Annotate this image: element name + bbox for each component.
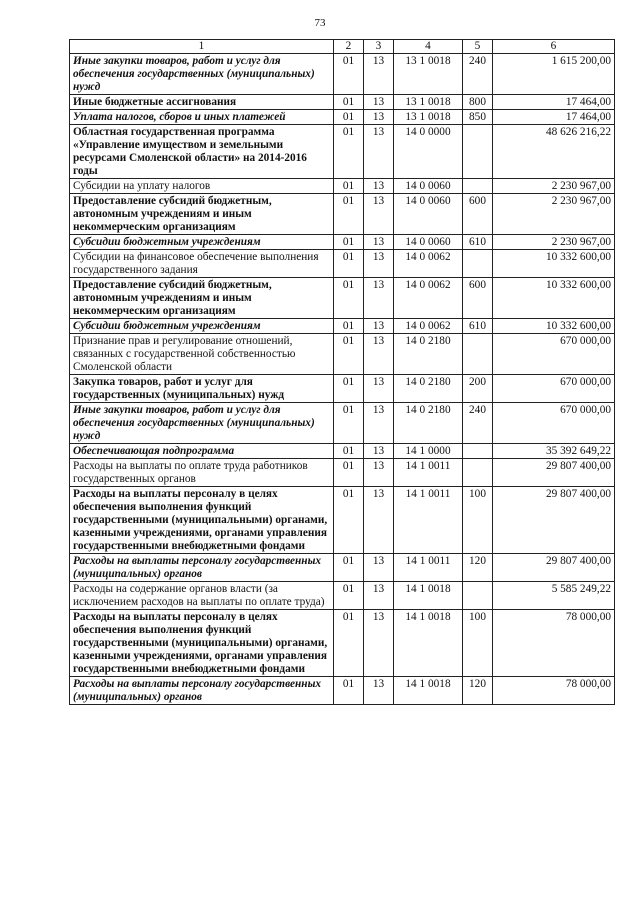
- subsection-code-cell: 13: [364, 110, 394, 125]
- table-row: [70, 235, 615, 250]
- subsection-code-cell: 13: [364, 375, 394, 403]
- expense-type-cell: [463, 444, 493, 459]
- item-name-cell: Предоставление субсидий бюджетным, автономным учреждениям и иным некоммерческим организациям: [70, 194, 334, 235]
- column-header-5: 5: [463, 40, 493, 54]
- amount-cell: 78 000,00: [493, 610, 615, 677]
- expense-type-cell: 800: [463, 95, 493, 110]
- target-article-cell: 14 1 0018: [394, 582, 463, 610]
- page-number: 73: [314, 17, 326, 29]
- target-article-cell: 14 1 0018: [394, 677, 463, 705]
- target-article-cell: 14 0 0060: [394, 179, 463, 194]
- expense-type-cell: [463, 582, 493, 610]
- item-name-cell: Субсидии бюджетным учреждениям: [70, 235, 334, 250]
- item-name-cell: Областная государственная программа «Управление имуществом и земельными ресурсами Смоленской области» на 2014-2016 годы: [70, 125, 334, 179]
- subsection-code-cell: 13: [364, 403, 394, 444]
- subsection-code-cell: 13: [364, 194, 394, 235]
- subsection-code-cell: 13: [364, 334, 394, 375]
- subsection-code-cell: 13: [364, 95, 394, 110]
- table-row: [70, 278, 615, 319]
- expense-type-cell: 610: [463, 319, 493, 334]
- expense-type-cell: [463, 125, 493, 179]
- expense-type-cell: 240: [463, 54, 493, 95]
- amount-cell: 48 626 216,22: [493, 125, 615, 179]
- subsection-code-cell: 13: [364, 677, 394, 705]
- item-name-cell: Расходы на выплаты персоналу государственных (муниципальных) органов: [70, 677, 334, 705]
- amount-cell: 10 332 600,00: [493, 278, 615, 319]
- item-name-cell: Расходы на выплаты персоналу в целях обеспечения выполнения функций государственными (муниципальными) органами, казенными учреждениями, органами управления государственными внебюджетными фондами: [70, 487, 334, 554]
- amount-cell: 1 615 200,00: [493, 54, 615, 95]
- amount-cell: 5 585 249,22: [493, 582, 615, 610]
- section-code-cell: 01: [334, 610, 364, 677]
- section-code-cell: 01: [334, 403, 364, 444]
- target-article-cell: 13 1 0018: [394, 110, 463, 125]
- table-row: [70, 179, 615, 194]
- item-name-cell: Расходы на выплаты персоналу в целях обеспечения выполнения функций государственными (муниципальными) органами, казенными учреждениями, органами управления государственными внебюджетными фондами: [70, 610, 334, 677]
- table-row: [70, 677, 615, 705]
- section-code-cell: 01: [334, 677, 364, 705]
- target-article-cell: 14 1 0011: [394, 554, 463, 582]
- target-article-cell: 13 1 0018: [394, 54, 463, 95]
- expense-type-cell: 120: [463, 677, 493, 705]
- amount-cell: 29 807 400,00: [493, 459, 615, 487]
- item-name-cell: Субсидии бюджетным учреждениям: [70, 319, 334, 334]
- target-article-cell: 14 0 0062: [394, 319, 463, 334]
- subsection-code-cell: 13: [364, 610, 394, 677]
- target-article-cell: 14 0 0062: [394, 278, 463, 319]
- subsection-code-cell: 13: [364, 179, 394, 194]
- amount-cell: 29 807 400,00: [493, 487, 615, 554]
- section-code-cell: 01: [334, 194, 364, 235]
- table-row: [70, 54, 615, 95]
- amount-cell: 2 230 967,00: [493, 179, 615, 194]
- expense-type-cell: 600: [463, 194, 493, 235]
- subsection-code-cell: 13: [364, 278, 394, 319]
- target-article-cell: 14 0 0060: [394, 235, 463, 250]
- subsection-code-cell: 13: [364, 582, 394, 610]
- expense-type-cell: 100: [463, 487, 493, 554]
- item-name-cell: Иные закупки товаров, работ и услуг для обеспечения государственных (муниципальных) нужд: [70, 403, 334, 444]
- table-row: [70, 250, 615, 278]
- table-row: [70, 554, 615, 582]
- expense-type-cell: 120: [463, 554, 493, 582]
- section-code-cell: 01: [334, 278, 364, 319]
- subsection-code-cell: 13: [364, 487, 394, 554]
- amount-cell: 2 230 967,00: [493, 194, 615, 235]
- table-row: [70, 125, 615, 179]
- amount-cell: 670 000,00: [493, 375, 615, 403]
- target-article-cell: 14 0 2180: [394, 403, 463, 444]
- amount-cell: 17 464,00: [493, 95, 615, 110]
- column-header-1: 1: [70, 40, 334, 54]
- amount-cell: 670 000,00: [493, 334, 615, 375]
- target-article-cell: 14 1 0011: [394, 487, 463, 554]
- budget-table: [69, 39, 615, 705]
- item-name-cell: Предоставление субсидий бюджетным, автономным учреждениям и иным некоммерческим организациям: [70, 278, 334, 319]
- section-code-cell: 01: [334, 375, 364, 403]
- column-header-6: 6: [493, 40, 615, 54]
- subsection-code-cell: 13: [364, 459, 394, 487]
- section-code-cell: 01: [334, 179, 364, 194]
- column-header-2: 2: [334, 40, 364, 54]
- table-row: [70, 375, 615, 403]
- item-name-cell: Субсидии на уплату налогов: [70, 179, 334, 194]
- item-name-cell: Расходы на выплаты по оплате труда работников государственных органов: [70, 459, 334, 487]
- expense-type-cell: [463, 459, 493, 487]
- item-name-cell: Признание прав и регулирование отношений, связанных с государственной собственностью Смоленской области: [70, 334, 334, 375]
- table-row: [70, 95, 615, 110]
- subsection-code-cell: 13: [364, 444, 394, 459]
- section-code-cell: 01: [334, 459, 364, 487]
- table-row: [70, 444, 615, 459]
- subsection-code-cell: 13: [364, 54, 394, 95]
- item-name-cell: Иные закупки товаров, работ и услуг для обеспечения государственных (муниципальных) нужд: [70, 54, 334, 95]
- table-header-row: [70, 40, 615, 54]
- section-code-cell: 01: [334, 554, 364, 582]
- expense-type-cell: 100: [463, 610, 493, 677]
- item-name-cell: Обеспечивающая подпрограмма: [70, 444, 334, 459]
- subsection-code-cell: 13: [364, 250, 394, 278]
- amount-cell: 10 332 600,00: [493, 250, 615, 278]
- table-row: [70, 319, 615, 334]
- subsection-code-cell: 13: [364, 319, 394, 334]
- table-row: [70, 459, 615, 487]
- expense-type-cell: 610: [463, 235, 493, 250]
- table-row: [70, 582, 615, 610]
- section-code-cell: 01: [334, 487, 364, 554]
- section-code-cell: 01: [334, 334, 364, 375]
- section-code-cell: 01: [334, 110, 364, 125]
- section-code-cell: 01: [334, 125, 364, 179]
- item-name-cell: Расходы на выплаты персоналу государственных (муниципальных) органов: [70, 554, 334, 582]
- target-article-cell: 14 0 2180: [394, 375, 463, 403]
- section-code-cell: 01: [334, 582, 364, 610]
- expense-type-cell: [463, 179, 493, 194]
- target-article-cell: 13 1 0018: [394, 95, 463, 110]
- amount-cell: 670 000,00: [493, 403, 615, 444]
- expense-type-cell: 200: [463, 375, 493, 403]
- item-name-cell: Закупка товаров, работ и услуг для государственных (муниципальных) нужд: [70, 375, 334, 403]
- item-name-cell: Расходы на содержание органов власти (за исключением расходов на выплаты по оплате труда): [70, 582, 334, 610]
- table-row: [70, 194, 615, 235]
- section-code-cell: 01: [334, 95, 364, 110]
- table-row: [70, 487, 615, 554]
- section-code-cell: 01: [334, 319, 364, 334]
- table-row: [70, 110, 615, 125]
- target-article-cell: 14 0 0000: [394, 125, 463, 179]
- section-code-cell: 01: [334, 235, 364, 250]
- target-article-cell: 14 1 0018: [394, 610, 463, 677]
- target-article-cell: 14 1 0011: [394, 459, 463, 487]
- table-row: [70, 610, 615, 677]
- target-article-cell: 14 0 0060: [394, 194, 463, 235]
- column-header-4: 4: [394, 40, 463, 54]
- amount-cell: 10 332 600,00: [493, 319, 615, 334]
- expense-type-cell: 600: [463, 278, 493, 319]
- subsection-code-cell: 13: [364, 235, 394, 250]
- amount-cell: 35 392 649,22: [493, 444, 615, 459]
- target-article-cell: 14 0 0062: [394, 250, 463, 278]
- column-header-3: 3: [364, 40, 394, 54]
- expense-type-cell: 240: [463, 403, 493, 444]
- section-code-cell: 01: [334, 444, 364, 459]
- amount-cell: 78 000,00: [493, 677, 615, 705]
- item-name-cell: Субсидии на финансовое обеспечение выполнения государственного задания: [70, 250, 334, 278]
- target-article-cell: 14 0 2180: [394, 334, 463, 375]
- expense-type-cell: [463, 334, 493, 375]
- amount-cell: 17 464,00: [493, 110, 615, 125]
- section-code-cell: 01: [334, 54, 364, 95]
- expense-type-cell: [463, 250, 493, 278]
- table-row: [70, 334, 615, 375]
- table-row: [70, 403, 615, 444]
- amount-cell: 2 230 967,00: [493, 235, 615, 250]
- table-body: [70, 54, 615, 705]
- subsection-code-cell: 13: [364, 125, 394, 179]
- subsection-code-cell: 13: [364, 554, 394, 582]
- expense-type-cell: 850: [463, 110, 493, 125]
- amount-cell: 29 807 400,00: [493, 554, 615, 582]
- item-name-cell: Уплата налогов, сборов и иных платежей: [70, 110, 334, 125]
- section-code-cell: 01: [334, 250, 364, 278]
- target-article-cell: 14 1 0000: [394, 444, 463, 459]
- item-name-cell: Иные бюджетные ассигнования: [70, 95, 334, 110]
